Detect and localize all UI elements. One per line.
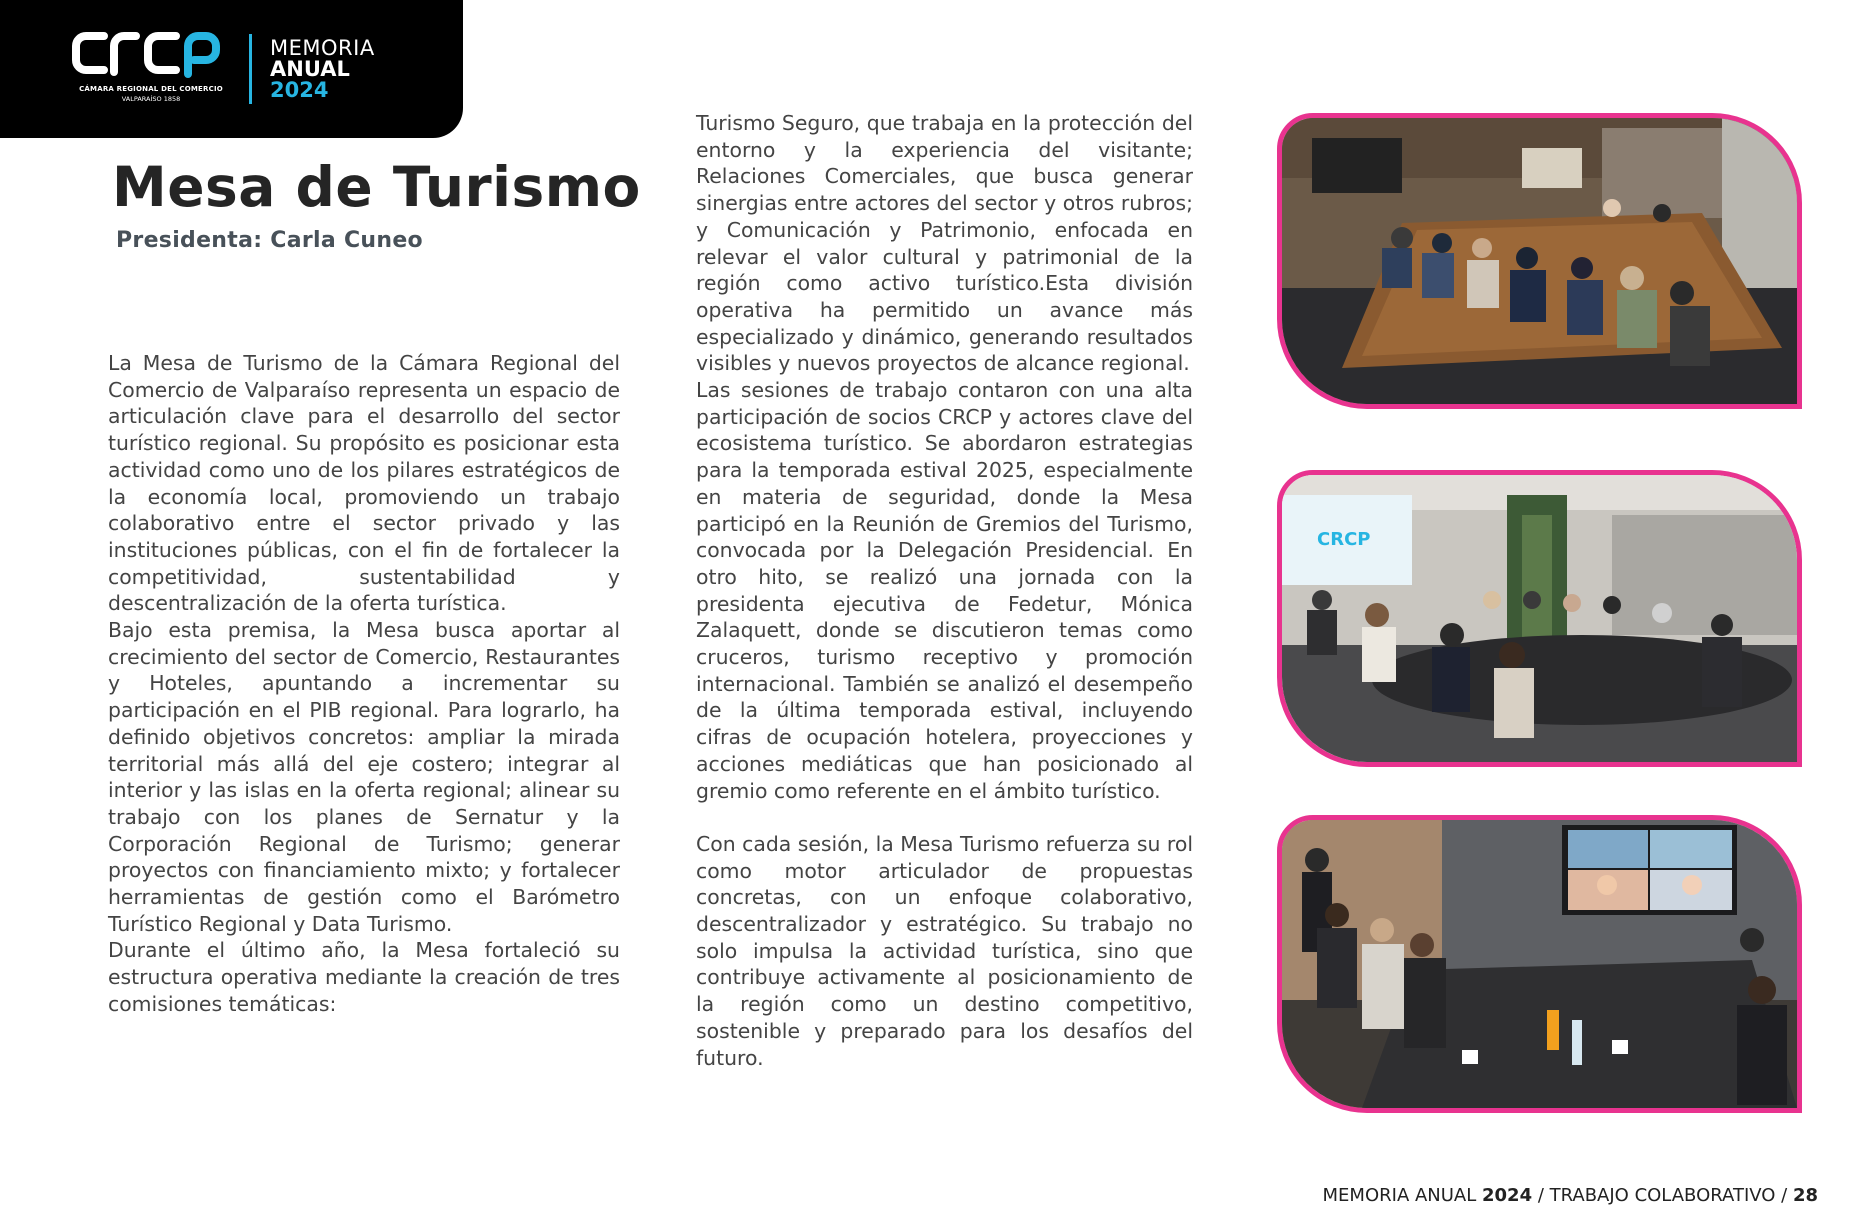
footer-year: 2024 bbox=[1482, 1185, 1533, 1206]
paragraph: Bajo esta premisa, la Mesa busca aportar al crecimiento del sector de Comercio, Restaurantes y Hoteles, apuntando a incrementar su participación en el PIB regional. Para lograrlo, ha definido objetivos concretos: ampliar la mirada territorial más allá del eje costero; integrar al interior y las islas en la oferta regional; alinear su trabajo con los planes de Sernatur y la Corporación Regional de Turismo; generar proyectos con financiamiento mixto; y fortalecer herramientas de gestión como el Barómetro Turístico Regional y Data Turismo. bbox=[108, 618, 620, 936]
report-title bbox=[270, 38, 375, 101]
header-divider bbox=[249, 34, 252, 104]
meeting-photo-3 bbox=[1277, 815, 1802, 1113]
meeting-photo-1-image bbox=[1282, 118, 1797, 404]
crcp-logo-mark bbox=[72, 28, 222, 78]
page-title: Mesa de Turismo bbox=[112, 155, 641, 219]
footer-section: / TRABAJO COLABORATIVO / bbox=[1532, 1185, 1793, 1206]
screen-logo-text: CRCP bbox=[1317, 529, 1371, 550]
paragraph: Las sesiones de trabajo contaron con una alta participación de socios CRCP y actores clave del ecosistema turístico. Se abordaron estrategias para la temporada estival 2025, especialmente en materia de seguridad, donde la Mesa participó en la Reunión de Gremios del Turismo, convocada por la Delegación Presidencial. En otro hito, se realizó una jornada con la presidenta ejecutiva de Fedetur, Mónica Zalaquett, donde se discutieron temas como cruceros, turismo receptivo y promoción internacional. También se analizó el desempeño de la última temporada estival, incluyendo cifras de ocupación hotelera, proyecciones y acciones mediáticas que han posicionado al gremio como referente en el ámbito turístico. bbox=[696, 378, 1193, 803]
logo-subline-1: CÁMARA REGIONAL DEL COMERCIO bbox=[79, 85, 223, 93]
page-subtitle: Presidenta: Carla Cuneo bbox=[116, 228, 423, 253]
page-footer bbox=[1323, 1185, 1818, 1206]
left-text-column bbox=[108, 350, 620, 1018]
paragraph: Con cada sesión, la Mesa Turismo refuerza su rol como motor articulador de propuestas concretas, con un enfoque colaborativo, descentralizador y estratégico. Su trabajo no solo impulsa la actividad turística, sino que contribuye activamente al posicionamiento de la región como un destino competitivo, sostenible y preparado para los desafíos del futuro. bbox=[696, 831, 1194, 1070]
meeting-photo-2-image bbox=[1282, 475, 1797, 762]
report-title-line-2: ANUAL bbox=[270, 57, 350, 81]
crcp-logo bbox=[72, 28, 232, 108]
logo-subline-2: VALPARAÍSO 1858 bbox=[121, 95, 181, 103]
paragraph: Durante el último año, la Mesa fortaleció su estructura operativa mediante la creación de tres comisiones temáticas: bbox=[108, 938, 620, 1016]
report-title-line-1: MEMORIA bbox=[270, 36, 375, 60]
middle-text-column bbox=[696, 110, 1193, 1071]
meeting-photo-2 bbox=[1277, 470, 1802, 767]
page-number: 28 bbox=[1792, 1185, 1818, 1206]
paragraph: La Mesa de Turismo de la Cámara Regional del Comercio de Valparaíso representa un espacio de articulación clave para el desarrollo del sector turístico regional. Su propósito es posicionar esta actividad como uno de los pilares estratégicos de la economía local, promoviendo un trabajo colaborativo entre el sector privado y las instituciones públicas, con el fin de fortalecer la competitividad, sustentabilidad y descentralización de la oferta turística. bbox=[108, 351, 620, 616]
header-badge bbox=[0, 0, 463, 138]
paragraph: Turismo Seguro, que trabaja en la protección del entorno y la experiencia del visitante; Relaciones Comerciales, que busca generar sinergias entre actores del sector y otros rubros; y Comunicación y Patrimonio, enfocada en relevar el valor cultural y patrimonial de la región como activo turístico.Esta división operativa ha permitido un avance más especializado y dinámico, generando resultados visibles y nuevos proyectos de alcance regional. bbox=[696, 111, 1193, 376]
report-title-year: 2024 bbox=[270, 78, 329, 102]
footer-prefix: MEMORIA ANUAL bbox=[1322, 1185, 1482, 1206]
meeting-photo-1 bbox=[1277, 113, 1802, 409]
meeting-photo-3-image bbox=[1282, 820, 1797, 1108]
